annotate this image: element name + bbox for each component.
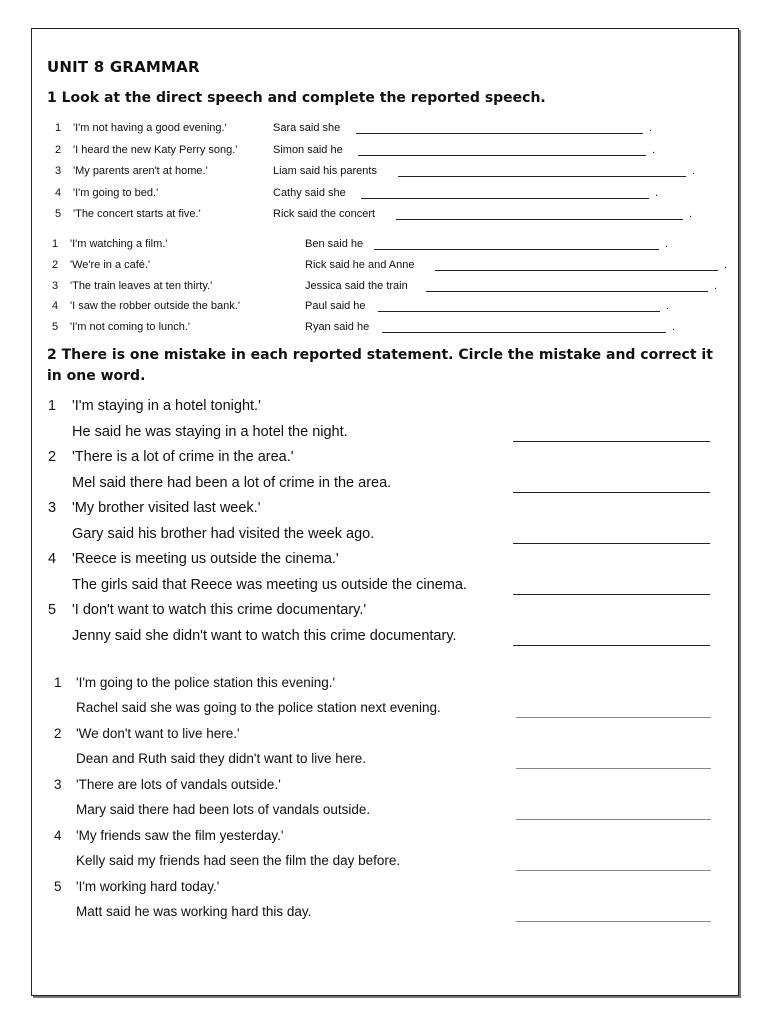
reported-statement: He said he was staying in a hotel the night.: [72, 424, 348, 440]
answer-blank[interactable]: [356, 121, 643, 134]
direct-speech: 'The train leaves at ten thirty.': [70, 280, 213, 292]
end-period: .: [724, 259, 728, 271]
end-period: .: [692, 165, 696, 177]
answer-blank[interactable]: [361, 186, 649, 199]
item-number: 2: [48, 449, 57, 465]
reported-statement: Matt said he was working hard this day.: [76, 904, 312, 919]
direct-speech: 'I'm staying in a hotel tonight.': [72, 398, 261, 414]
direct-speech: 'I heard the new Katy Perry song.': [73, 144, 238, 156]
reported-speech-start: Liam said his parents: [273, 165, 377, 177]
item-number: 4: [48, 551, 57, 567]
reported-speech-start: Rick said the concert: [273, 208, 376, 220]
exercise-1-heading: 1 Look at the direct speech and complete the reported speech.: [47, 90, 546, 106]
item-number: 3: [52, 280, 59, 292]
direct-speech: 'I'm not having a good evening.': [73, 122, 227, 134]
item-number: 1: [55, 122, 62, 134]
item-number: 2: [52, 259, 59, 271]
reported-speech-start: Cathy said she: [273, 187, 346, 199]
item-number: 1: [48, 398, 57, 414]
correction-blank[interactable]: [516, 702, 711, 718]
direct-speech: 'There is a lot of crime in the area.': [72, 449, 294, 465]
reported-speech-start: Paul said he: [305, 300, 366, 312]
correction-blank[interactable]: [513, 477, 710, 493]
answer-blank[interactable]: [435, 258, 718, 271]
item-number: 5: [54, 879, 62, 894]
correction-blank[interactable]: [513, 528, 710, 544]
direct-speech: 'I'm working hard today.': [76, 879, 220, 894]
reported-statement: Jenny said she didn't want to watch this crime documentary.: [72, 628, 457, 644]
direct-speech: 'I'm watching a film.': [70, 238, 168, 250]
item-number: 5: [48, 602, 57, 618]
correction-blank[interactable]: [513, 630, 710, 646]
item-number: 4: [55, 187, 62, 199]
direct-speech: 'My parents aren't at home.': [73, 165, 208, 177]
page-title: UNIT 8 GRAMMAR: [47, 58, 200, 76]
reported-speech-start: Rick said he and Anne: [305, 259, 415, 271]
correction-blank[interactable]: [513, 426, 710, 442]
direct-speech: 'We don't want to live here.': [76, 726, 240, 741]
item-number: 4: [52, 300, 59, 312]
reported-statement: Kelly said my friends had seen the film the day before.: [76, 853, 401, 868]
reported-speech-start: Simon said he: [273, 144, 343, 156]
answer-blank[interactable]: [426, 279, 708, 292]
item-number: 3: [48, 500, 57, 516]
item-number: 4: [54, 828, 62, 843]
item-number: 5: [55, 208, 62, 220]
item-number: 3: [55, 165, 62, 177]
reported-speech-start: Jessica said the train: [305, 280, 408, 292]
answer-blank[interactable]: [374, 237, 659, 250]
reported-speech-start: Sara said she: [273, 122, 341, 134]
direct-speech: 'There are lots of vandals outside.': [76, 777, 281, 792]
correction-blank[interactable]: [516, 804, 711, 820]
item-number: 2: [54, 726, 62, 741]
end-period: .: [672, 321, 676, 333]
direct-speech: 'My friends saw the film yesterday.': [76, 828, 284, 843]
end-period: .: [665, 238, 669, 250]
reported-statement: Gary said his brother had visited the week ago.: [72, 526, 375, 542]
item-number: 1: [52, 238, 59, 250]
direct-speech: 'I'm not coming to lunch.': [70, 321, 191, 333]
answer-blank[interactable]: [382, 320, 666, 333]
end-period: .: [689, 208, 693, 220]
direct-speech: 'I'm going to the police station this evening.': [76, 675, 336, 690]
item-number: 5: [52, 321, 59, 333]
end-period: .: [655, 187, 659, 199]
direct-speech: 'I don't want to watch this crime documentary.': [72, 602, 367, 618]
reported-speech-start: Ben said he: [305, 238, 364, 250]
end-period: .: [714, 280, 718, 292]
correction-blank[interactable]: [516, 753, 711, 769]
item-number: 2: [55, 144, 62, 156]
correction-blank[interactable]: [516, 855, 711, 871]
item-number: 1: [54, 675, 62, 690]
direct-speech: 'My brother visited last week.': [72, 500, 261, 516]
answer-blank[interactable]: [378, 299, 660, 312]
reported-statement: Mary said there had been lots of vandals outside.: [76, 802, 371, 817]
answer-blank[interactable]: [358, 143, 646, 156]
item-number: 3: [54, 777, 62, 792]
direct-speech: 'Reece is meeting us outside the cinema.': [72, 551, 339, 567]
answer-blank[interactable]: [396, 207, 683, 220]
correction-blank[interactable]: [513, 579, 710, 595]
reported-statement: Dean and Ruth said they didn't want to live here.: [76, 751, 367, 766]
exercise-2-heading: 2 There is one mistake in each reported statement. Circle the mistake and correct it in one word.: [47, 347, 713, 384]
direct-speech: 'I saw the robber outside the bank.': [70, 300, 240, 312]
direct-speech: 'The concert starts at five.': [73, 208, 201, 220]
correction-blank[interactable]: [516, 906, 711, 922]
end-period: .: [666, 300, 670, 312]
direct-speech: 'We're in a café.': [70, 259, 151, 271]
reported-statement: The girls said that Reece was meeting us outside the cinema.: [72, 577, 467, 593]
direct-speech: 'I'm going to bed.': [73, 187, 159, 199]
reported-statement: Mel said there had been a lot of crime in the area.: [72, 475, 392, 491]
answer-blank[interactable]: [398, 164, 686, 177]
reported-statement: Rachel said she was going to the police station next evening.: [76, 700, 441, 715]
reported-speech-start: Ryan said he: [305, 321, 370, 333]
end-period: .: [649, 122, 653, 134]
end-period: .: [652, 144, 656, 156]
